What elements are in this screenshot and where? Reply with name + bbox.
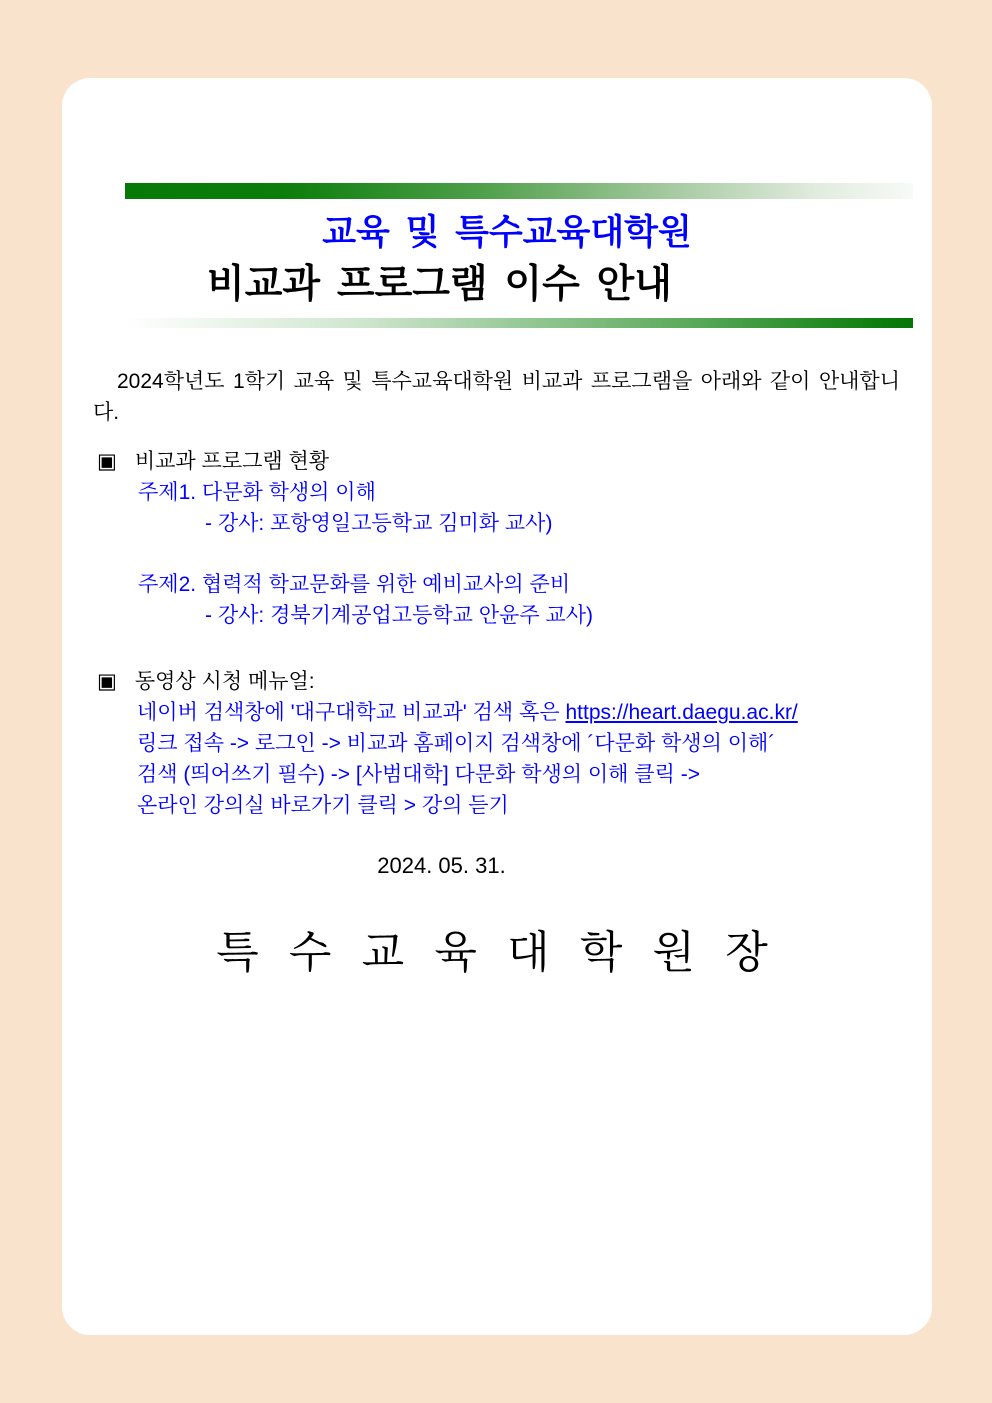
square-bullet-icon: ▣ — [97, 670, 117, 693]
dean-signature-title: 특 수 교 육 대 학 원 장 — [216, 928, 777, 977]
square-bullet-icon: ▣ — [97, 450, 117, 473]
document-card — [62, 78, 932, 1335]
manual-step-1 — [93, 697, 900, 728]
document-title-line2: 비교과 프로그램 이수 안내 — [207, 263, 672, 306]
topic-1-instructor: - 강사: 포항영일고등학교 김미화 교사) — [205, 512, 553, 535]
topic-1-title: 주제1. 다문화 학생의 이해 — [138, 481, 376, 504]
heart-daegu-link[interactable]: https://heart.daegu.ac.kr/ — [565, 701, 798, 724]
topic-2-instructor: - 강사: 경북기계공업고등학교 안윤주 교사) — [205, 604, 594, 627]
manual-section-heading — [93, 666, 900, 697]
topic-2-title: 주제2. 협력적 학교문화를 위한 예비교사의 준비 — [138, 573, 571, 596]
program-section-heading — [93, 446, 900, 477]
top-gradient-bar — [125, 183, 913, 199]
document-title-line1: 교육 및 특수교육대학원 — [322, 213, 692, 252]
manual-step-1-text: 네이버 검색창에 '대구대학교 비교과' 검색 혹은 — [137, 701, 566, 724]
manual-section-title: 동영상 시청 메뉴얼: — [134, 670, 315, 693]
bottom-gradient-bar — [125, 318, 913, 328]
manual-step-2: 링크 접속 -> 로그인 -> 비교과 홈페이지 검색창에 ´다문화 학생의 이해´ — [137, 732, 776, 755]
program-section-title: 비교과 프로그램 현황 — [134, 450, 330, 473]
manual-step-3: 검색 (띄어쓰기 필수) -> [사범대학] 다문화 학생의 이해 클릭 -> — [137, 763, 700, 786]
document-date: 2024. 05. 31. — [377, 853, 506, 878]
intro-paragraph: 2024학년도 1학기 교육 및 특수교육대학원 비교과 프로그램을 아래와 같이 안내합니다. — [93, 370, 900, 424]
manual-step-4: 온라인 강의실 바로가기 클릭 > 강의 듣기 — [137, 794, 509, 817]
document-body — [62, 328, 932, 979]
